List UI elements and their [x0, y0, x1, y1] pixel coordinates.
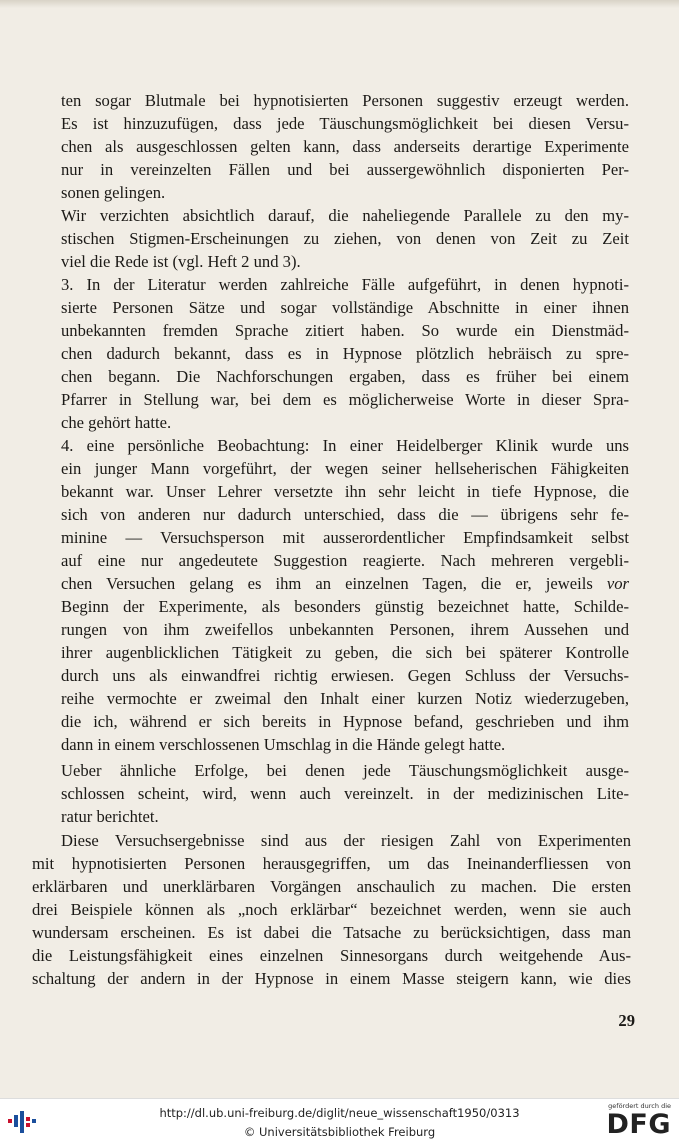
text-line: 3. In der Literatur werden zahlreiche Fälle aufgeführt, in denen hypnoti-: [61, 275, 629, 294]
text-line: sonen gelingen.: [61, 183, 166, 202]
text-line: mit hypnotisierten Personen herausgegriffen, um das Ineinanderfliessen von: [32, 854, 631, 873]
dfg-logo-text: DFG: [606, 1109, 671, 1140]
text-line: schaltung der andern in der Hypnose in einem Masse steigern kann, wie dies: [32, 969, 631, 988]
text-line: ein junger Mann vorgeführt, der wegen seiner hellseherischen Fähigkeiten: [61, 459, 629, 478]
text-line: Wir verzichten absichtlich darauf, die naheliegende Parallele zu den my-: [61, 206, 629, 225]
text-line: chen begann. Die Nachforschungen ergaben, dass es früher bei einem: [61, 367, 629, 386]
text-line: chen dadurch bekannt, dass es in Hypnose plötzlich hebräisch zu spre-: [61, 344, 629, 363]
text-line: minine — Versuchsperson mit ausserordentlicher Empfindsamkeit selbst: [61, 528, 629, 547]
text-line: unbekannten fremden Sprache zitiert haben. So wurde ein Dienstmäd-: [61, 321, 629, 340]
text-line: nur in vereinzelten Fällen und bei aussergewöhnlich disponierten Per-: [61, 160, 629, 179]
italic-word: vor: [606, 574, 629, 593]
text-line: wundersam erscheinen. Es ist dabei die Tatsache zu berücksichtigen, dass man: [32, 923, 631, 942]
text-line: che gehört hatte.: [61, 413, 172, 432]
text-line: sich von anderen nur dadurch unterschied, dass die — übrigens sehr fe-: [61, 505, 629, 524]
text-line: erklärbaren und unerklärbaren Vorgängen anschaulich zu machen. Die ersten: [32, 877, 631, 896]
text-line: durch uns als einwandfrei richtig erwiesen. Gegen Schluss der Versuchs-: [61, 666, 629, 685]
text-line: die Leistungsfähigkeit eines einzelnen Sinnesorgans durch weitgehende Aus-: [32, 946, 631, 965]
text-line: auf eine nur angedeutete Suggestion reagierte. Nach mehreren vergebli-: [61, 551, 629, 570]
page-number: 29: [618, 1011, 635, 1030]
text-line: die ich, während er sich bereits in Hypnose befand, geschrieben und ihm: [61, 712, 629, 731]
copyright-notice: © Universitätsbibliothek Freiburg: [243, 1125, 436, 1139]
text-line: Pfarrer in Stellung war, bei dem es möglicherweise Worte in dieser Spra-: [61, 390, 629, 409]
dfg-logo: [597, 1102, 671, 1142]
text-line: Ueber ähnliche Erfolge, bei denen jede Täuschungsmöglichkeit ausge-: [61, 761, 629, 780]
text-line: Diese Versuchsergebnisse sind aus der riesigen Zahl von Experimenten: [61, 831, 631, 850]
text-segment: chen Versuchen gelang es ihm an einzelnen Tagen, die er, jeweils: [61, 574, 593, 593]
text-line: 4. eine persönliche Beobachtung: In einer Heidelberger Klinik wurde uns: [61, 436, 629, 455]
text-line: dann in einem verschlossenen Umschlag in die Hände gelegt hatte.: [61, 735, 506, 754]
text-line: ihrer augenblicklichen Tätigkeit zu geben, die sich bei späterer Kontrolle: [61, 643, 629, 662]
text-line: Es ist hinzuzufügen, dass jede Täuschungsmöglichkeit bei diesen Versu-: [61, 114, 629, 133]
text-line: stischen Stigmen-Erscheinungen zu ziehen, von denen von Zeit zu Zeit: [61, 229, 629, 248]
text-line: rungen von ihm zweifellos unbekannten Personen, ihrem Aussehen und: [61, 620, 629, 639]
text-line: [61, 572, 629, 595]
text-line: drei Beispiele können als „noch erklärbar“ bezeichnet werden, wenn sie auch: [32, 900, 631, 919]
footer-bar: [0, 1098, 679, 1145]
text-line: chen als ausgeschlossen gelten kann, dass anderseits derartige Experimente: [61, 137, 629, 156]
page-top-edge: [0, 0, 679, 8]
text-line: schlossen scheint, wird, wenn auch vereinzelt. in der medizinischen Lite-: [61, 784, 629, 803]
text-line: Beginn der Experimente, als besonders günstig bezeichnet hatte, Schilde-: [61, 597, 629, 616]
text-line: viel die Rede ist (vgl. Heft 2 und 3).: [61, 252, 301, 271]
text-line: ten sogar Blutmale bei hypnotisierten Personen suggestiv erzeugt werden.: [61, 91, 629, 110]
text-line: bekannt war. Unser Lehrer versetzte ihn sehr leicht in tiefe Hypnose, die: [61, 482, 629, 501]
document-url[interactable]: http://dl.ub.uni-freiburg.de/diglit/neue_wissenschaft1950/0313: [159, 1106, 520, 1120]
text-line: ratur berichtet.: [61, 807, 159, 826]
dfg-funding-label: gefördert durch die: [608, 1102, 671, 1110]
text-line: sierte Personen Sätze und sogar vollständige Abschnitte in einer ihnen: [61, 298, 629, 317]
text-line: reihe vermochte er zweimal den Inhalt einer kurzen Notiz wiederzugeben,: [61, 689, 629, 708]
